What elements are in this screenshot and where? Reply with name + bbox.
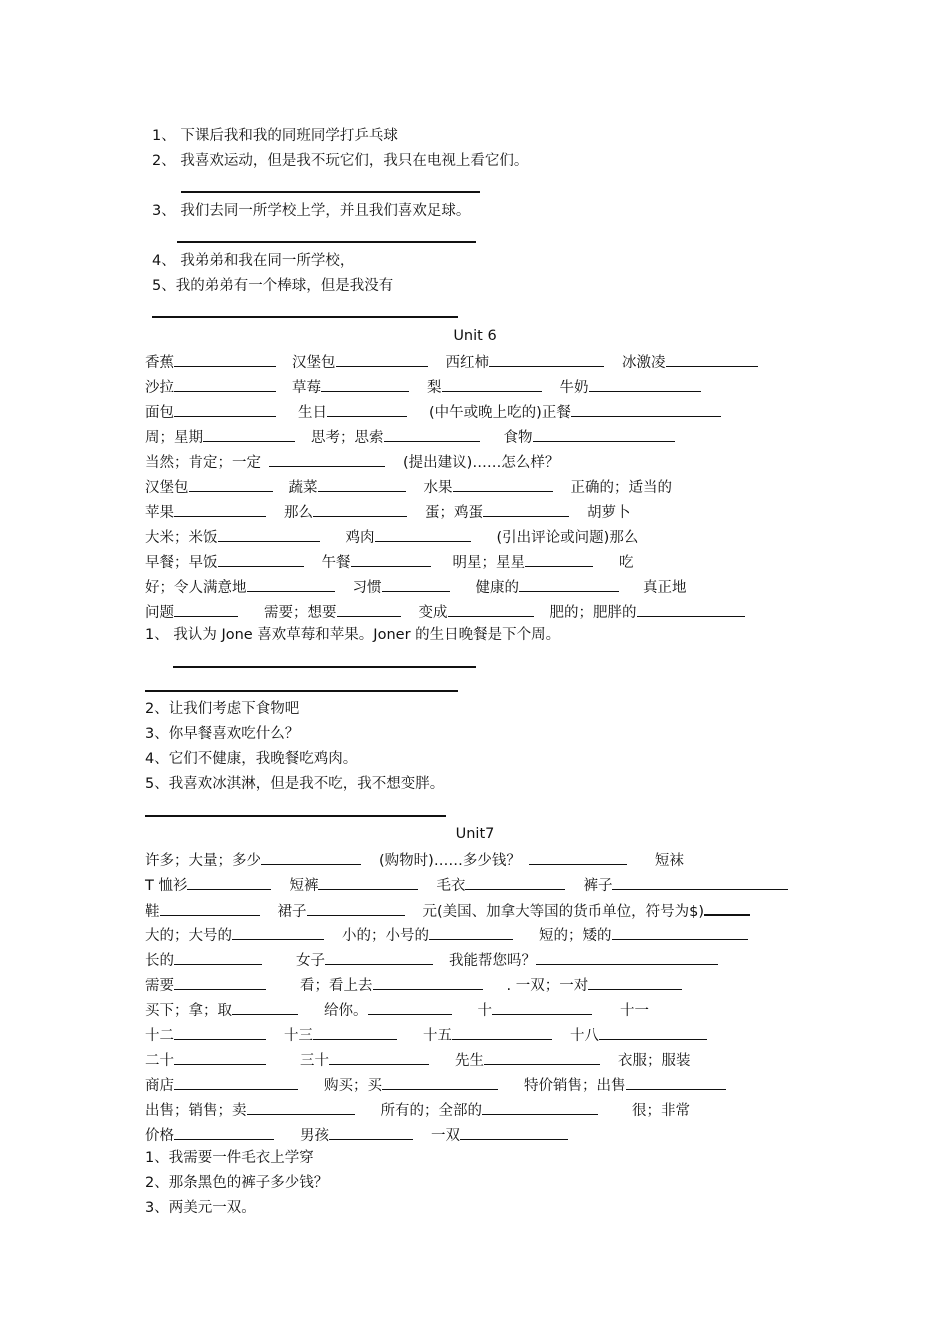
vocab-row xyxy=(145,501,631,523)
blank xyxy=(174,1024,266,1040)
blank xyxy=(571,401,721,417)
blank xyxy=(460,1124,568,1140)
vocab-word: 先生 xyxy=(455,1053,484,1069)
vocab-word: T 恤衫 xyxy=(145,878,188,894)
answer-line xyxy=(181,191,480,193)
blank xyxy=(218,526,320,542)
blank xyxy=(232,999,298,1015)
blank xyxy=(637,601,745,617)
blank xyxy=(174,401,276,417)
vocab-word: 苹果 xyxy=(145,505,174,521)
vocab-word: 汉堡包 xyxy=(292,355,336,371)
vocab-word: 思考；思索 xyxy=(311,430,384,446)
unit7-sentence-3: 3、两美元一双。 xyxy=(145,1200,256,1216)
blank xyxy=(492,999,592,1015)
vocab-word: 蛋；鸡蛋 xyxy=(425,505,483,521)
blank xyxy=(325,949,433,965)
vocab-row xyxy=(145,351,758,373)
vocab-word: 习惯 xyxy=(352,580,382,596)
vocab-word: 香蕉 xyxy=(145,355,174,371)
blank xyxy=(269,451,385,467)
vocab-row xyxy=(145,899,750,922)
vocab-word: 三十 xyxy=(300,1053,329,1069)
vocab-word: 沙拉 xyxy=(145,380,174,396)
blank xyxy=(174,1074,298,1090)
vocab-row xyxy=(145,1074,726,1096)
blank xyxy=(612,874,788,890)
unit7-sentence-1: 1、我需要一件毛衣上学穿 xyxy=(145,1150,314,1166)
vocab-word: 给你。 xyxy=(324,1003,368,1019)
unit6-title: Unit 6 xyxy=(453,328,497,344)
unit6-sentence-2: 2、让我们考虑下食物吧 xyxy=(145,701,300,717)
blank xyxy=(261,849,361,865)
vocab-word: 看；看上去 xyxy=(300,978,373,994)
vocab-word: 汉堡包 xyxy=(145,480,189,496)
vocab-word: 十三 xyxy=(284,1028,313,1044)
vocab-word: 男孩 xyxy=(300,1128,329,1144)
vocab-word: 大米；米饭 xyxy=(145,530,218,546)
vocab-word: 好；令人满意地 xyxy=(145,580,247,596)
blank xyxy=(666,351,758,367)
vocab-row xyxy=(145,601,745,623)
vocab-word: 梨 xyxy=(427,380,442,396)
vocab-word: 牛奶 xyxy=(559,380,589,396)
blank xyxy=(525,551,593,567)
blank xyxy=(307,900,405,916)
vocab-word: 十二 xyxy=(145,1028,174,1044)
unit6-sentence-5: 5、我喜欢冰淇淋，但是我不吃，我不想变胖。 xyxy=(145,776,445,792)
vocab-word: 午餐 xyxy=(321,555,351,571)
blank xyxy=(588,974,682,990)
vocab-word: 毛衣 xyxy=(436,878,466,894)
vocab-row xyxy=(145,849,684,871)
vocab-word: 变成 xyxy=(418,605,448,621)
blank xyxy=(318,476,406,492)
blank xyxy=(313,501,407,517)
blank xyxy=(232,924,324,940)
vocab-row xyxy=(145,551,634,573)
vocab-row xyxy=(145,451,559,473)
blank xyxy=(174,1049,266,1065)
vocab-row xyxy=(145,476,672,498)
vocab-word: (提出建议)……怎么样？ xyxy=(403,455,560,471)
vocab-word: 正确的；适当的 xyxy=(570,480,672,496)
blank xyxy=(489,351,604,367)
blank xyxy=(382,1074,498,1090)
vocab-word: 短袜 xyxy=(654,853,684,869)
vocab-word: (引出评论或问题)那么 xyxy=(496,530,639,546)
blank xyxy=(247,1099,355,1115)
vocab-word: 冰激凌 xyxy=(622,355,666,371)
blank xyxy=(174,949,262,965)
vocab-row xyxy=(145,1124,568,1146)
blank xyxy=(465,874,565,890)
blank xyxy=(382,576,450,592)
blank xyxy=(452,1024,552,1040)
vocab-word: 小的；小号的 xyxy=(342,928,429,944)
sentence-4: 4、 我弟弟和我在同一所学校， xyxy=(152,253,355,269)
blank xyxy=(327,401,407,417)
vocab-word: 特价销售；出售 xyxy=(524,1078,626,1094)
unit6-sentence-1: 1、 我认为 Jone 喜欢草莓和苹果。Joner 的生日晚餐是下个周。 xyxy=(145,627,561,643)
vocab-word: 短的；矮的 xyxy=(539,928,612,944)
blank xyxy=(337,601,401,617)
vocab-word: 十一 xyxy=(620,1003,649,1019)
vocab-word: 十五 xyxy=(423,1028,452,1044)
unit7-title: Unit7 xyxy=(455,826,495,842)
vocab-word: 蔬菜 xyxy=(288,480,318,496)
vocab-row xyxy=(145,949,718,971)
vocab-word: 二十 xyxy=(145,1053,174,1069)
vocab-word: 出售；销售；卖 xyxy=(145,1103,247,1119)
blank xyxy=(318,874,418,890)
vocab-word: 长的 xyxy=(145,953,174,969)
unit7-sentence-2: 2、那条黑色的裤子多少钱？ xyxy=(145,1175,329,1191)
vocab-word: 价格 xyxy=(145,1128,174,1144)
blank xyxy=(368,999,452,1015)
vocab-word: 水果 xyxy=(423,480,453,496)
blank xyxy=(704,899,750,916)
blank xyxy=(329,1049,429,1065)
answer-line xyxy=(145,815,446,817)
blank xyxy=(174,974,266,990)
vocab-word: 吃 xyxy=(619,555,634,571)
blank xyxy=(448,601,534,617)
blank xyxy=(203,426,295,442)
blank xyxy=(174,351,276,367)
vocab-row xyxy=(145,401,721,423)
vocab-word: 肥的；肥胖的 xyxy=(549,605,637,621)
vocab-row xyxy=(145,576,687,598)
vocab-word: 十八 xyxy=(570,1028,599,1044)
blank xyxy=(429,924,513,940)
blank xyxy=(536,949,718,965)
vocab-word: (购物时)……多少钱？ xyxy=(379,853,521,869)
vocab-word: 需要 xyxy=(145,978,174,994)
vocab-word: 许多；大量；多少 xyxy=(145,853,261,869)
sentence-2: 2、 我喜欢运动，但是我不玩它们，我只在电视上看它们。 xyxy=(152,153,529,169)
sentence-5: 5、我的弟弟有一个棒球，但是我没有 xyxy=(152,278,394,294)
blank xyxy=(375,526,471,542)
vocab-row xyxy=(145,924,748,946)
sentence-1: 1、 下课后我和我的同班同学打乒乓球 xyxy=(152,128,398,144)
vocab-word: 元(美国、加拿大等国的货币单位，符号为$) xyxy=(422,904,705,920)
blank xyxy=(484,1049,600,1065)
vocab-row xyxy=(145,999,649,1021)
blank xyxy=(174,376,276,392)
vocab-word: 鞋 xyxy=(145,904,160,920)
blank xyxy=(189,476,273,492)
answer-line xyxy=(177,241,476,243)
vocab-word: 问题 xyxy=(145,605,174,621)
vocab-word: 真正地 xyxy=(643,580,687,596)
blank xyxy=(321,376,409,392)
blank xyxy=(351,551,431,567)
vocab-word: 大的；大号的 xyxy=(145,928,232,944)
blank xyxy=(626,1074,726,1090)
unit6-sentence-3: 3、你早餐喜欢吃什么？ xyxy=(145,726,300,742)
vocab-row xyxy=(145,974,682,996)
blank xyxy=(218,551,304,567)
blank xyxy=(533,426,675,442)
blank xyxy=(442,376,542,392)
blank xyxy=(174,601,238,617)
vocab-row xyxy=(145,376,701,398)
answer-line xyxy=(152,316,458,318)
vocab-word: 健康的 xyxy=(475,580,519,596)
vocab-word: 我能帮您吗？ xyxy=(449,953,536,969)
vocab-word: 生日 xyxy=(298,405,327,421)
vocab-row xyxy=(145,526,638,548)
blank xyxy=(187,874,271,890)
vocab-row xyxy=(145,1099,690,1121)
vocab-word: 很；非常 xyxy=(632,1103,690,1119)
vocab-word: 女子 xyxy=(296,953,325,969)
blank xyxy=(373,974,483,990)
sentence-3: 3、 我们去同一所学校上学，并且我们喜欢足球。 xyxy=(152,203,471,219)
vocab-word: 商店 xyxy=(145,1078,174,1094)
vocab-word: (中午或晚上吃的)正餐 xyxy=(429,405,571,421)
blank xyxy=(519,576,619,592)
blank xyxy=(336,351,428,367)
unit6-sentence-4: 4、它们不健康，我晚餐吃鸡肉。 xyxy=(145,751,358,767)
vocab-word: 衣服；服装 xyxy=(618,1053,691,1069)
vocab-word: 早餐；早饭 xyxy=(145,555,218,571)
vocab-word: 那么 xyxy=(284,505,313,521)
blank xyxy=(589,376,701,392)
blank xyxy=(247,576,335,592)
blank xyxy=(612,924,748,940)
vocab-word: 需要；想要 xyxy=(264,605,337,621)
blank xyxy=(483,501,569,517)
vocab-word: 裤子 xyxy=(583,878,613,894)
vocab-word: 草莓 xyxy=(292,380,321,396)
vocab-row xyxy=(145,1024,707,1046)
vocab-word: 购买；买 xyxy=(324,1078,382,1094)
vocab-row xyxy=(145,874,788,896)
blank xyxy=(329,1124,413,1140)
answer-line xyxy=(145,690,458,692)
blank xyxy=(174,501,266,517)
blank xyxy=(160,900,260,916)
blank xyxy=(384,426,480,442)
vocab-word: 一双 xyxy=(431,1128,460,1144)
vocab-word: 当然；肯定；一定 xyxy=(145,455,261,471)
blank xyxy=(599,1024,707,1040)
vocab-word: 十 xyxy=(477,1003,492,1019)
answer-line xyxy=(173,666,476,668)
vocab-word: 面包 xyxy=(145,405,174,421)
vocab-word: 周；星期 xyxy=(145,430,203,446)
vocab-word: 鸡肉 xyxy=(345,530,375,546)
blank xyxy=(453,476,553,492)
vocab-word: 所有的；全部的 xyxy=(380,1103,482,1119)
blank xyxy=(174,1124,274,1140)
vocab-word: 买下；拿；取 xyxy=(145,1003,232,1019)
vocab-row xyxy=(145,1049,691,1071)
blank xyxy=(482,1099,598,1115)
vocab-row xyxy=(145,426,675,448)
blank xyxy=(313,1024,397,1040)
blank xyxy=(529,849,627,865)
vocab-word: 胡萝卜 xyxy=(587,505,631,521)
vocab-word: 短裤 xyxy=(289,878,319,894)
vocab-word: 西红柿 xyxy=(445,355,489,371)
vocab-word: 食物 xyxy=(503,430,533,446)
vocab-word: 裙子 xyxy=(277,904,307,920)
vocab-word: 明星；星星 xyxy=(452,555,525,571)
vocab-word: . 一双；一对 xyxy=(506,978,589,994)
